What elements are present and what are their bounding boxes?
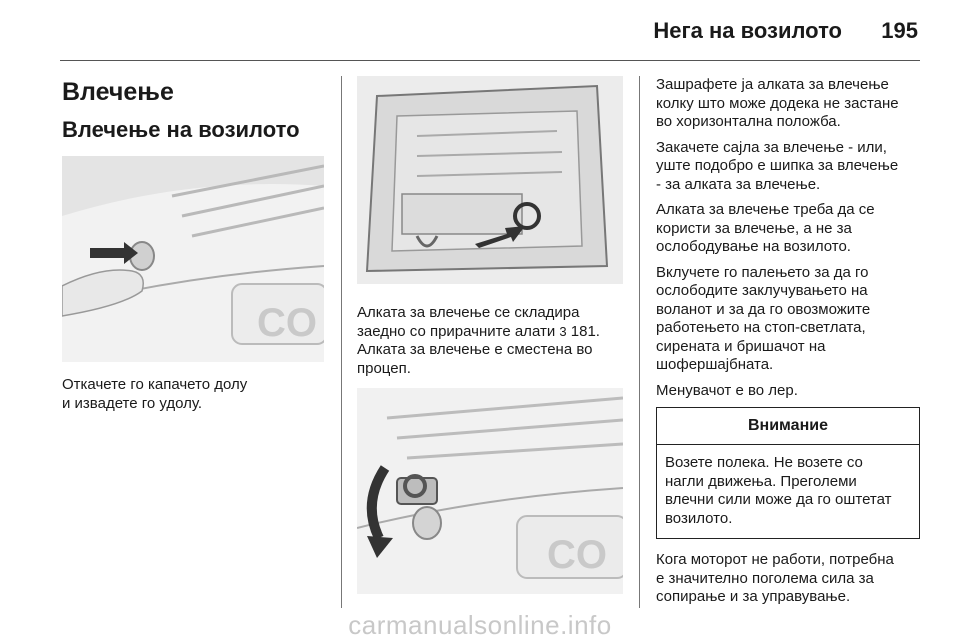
figure3-plate-text: CO <box>547 533 607 577</box>
figure-screw-eye <box>357 388 623 594</box>
storage-text <box>357 304 623 341</box>
header-divider <box>60 60 920 61</box>
column-3 <box>656 76 920 614</box>
column-1 <box>62 76 324 420</box>
warning-box <box>656 407 920 539</box>
slot-text: Алката за влечење е сместена во процеп. <box>357 341 593 377</box>
storage-text-main: Алката за влечење се складира заедно со прирачните алати <box>357 304 580 340</box>
column-divider-1 <box>341 76 342 608</box>
section-title: Влечење <box>62 78 174 106</box>
reference-page: 181. <box>566 322 600 340</box>
column-2 <box>357 76 623 594</box>
closing-paragraph: Кога моторот не работи, потребна е значително поголема сила за сопирање и за управување. <box>656 551 894 605</box>
instruction-paragraph: Зашрафете ја алката за влечење колку што може додека не застане во хоризонтална положба. <box>656 76 899 130</box>
page-number: 195 <box>881 18 918 43</box>
reference-arrow-icon: 3 <box>559 323 567 339</box>
page-header-title: Нега на возилото <box>653 18 842 43</box>
figure-remove-cap <box>62 156 324 362</box>
bumper-cap-illustration <box>62 156 324 362</box>
column-divider-2 <box>639 76 640 608</box>
subsection-title: Влечење на возилото <box>62 117 300 142</box>
figure1-caption: Откачете го капачето долу и извадете го удолу. <box>62 376 248 412</box>
instruction-paragraph: Алката за влечење треба да се користи за влечење, а не за ослободување на возилото. <box>656 201 875 255</box>
warning-text: Возете полека. Не возете со нагли движења. Преголеми влечни сили може да го оштетат возилото. <box>665 454 892 527</box>
figure1-plate-text: CO <box>257 301 317 345</box>
instruction-paragraph: Вклучете го палењето за да го ослободите заклучувањето на воланот и за да го овозможите работењето на стоп-светлата, сирената и бришачот на шофершајбната. <box>656 263 871 373</box>
tool-compartment-illustration <box>357 76 623 284</box>
instruction-paragraph: Закачете сајла за влечење - или, уште подобро е шипка за влечење - за алката за влечење. <box>656 138 899 193</box>
figure-tool-storage <box>357 76 623 284</box>
watermark: carmanualsonline.info <box>348 610 612 640</box>
instruction-paragraph: Менувачот е во лер. <box>656 381 798 399</box>
warning-title: Внимание <box>657 408 919 445</box>
towing-eye-illustration <box>357 388 623 594</box>
